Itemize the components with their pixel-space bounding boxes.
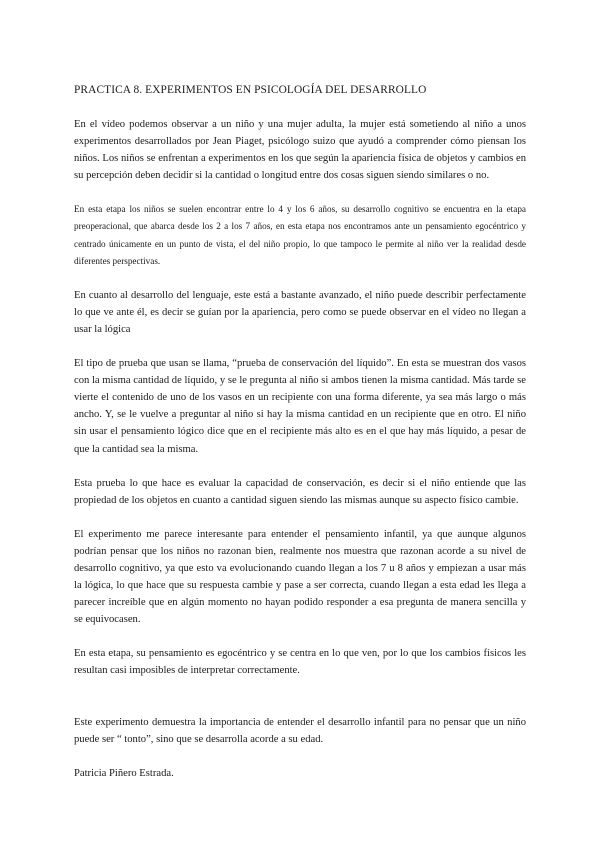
paragraph-gap — [74, 628, 526, 645]
paragraph-gap — [74, 184, 526, 201]
author-signature: Patricia Piñero Estrada. — [74, 767, 174, 779]
paragraph-gap — [74, 680, 526, 714]
paragraph-gap — [74, 509, 526, 526]
document-page — [74, 82, 526, 782]
paragraph-conclusion: Este experimento demuestra la importancia de entender el desarrollo infantil para no pensar que un niño puede ser “ tonto”, sino que se desarrolla acorde a su edad. — [74, 716, 526, 745]
paragraph-egocentric-thinking: En esta etapa, su pensamiento es egocéntrico y se centra en lo que ven, por lo que los cambios físicos les resultan casi imposibles de interpretar correctamente. — [74, 648, 526, 677]
document-title: PRACTICA 8. EXPERIMENTOS EN PSICOLOGÍA DEL DESARROLLO — [74, 84, 427, 96]
paragraph-video-description: En el vídeo podemos observar a un niño y una mujer adulta, la mujer está sometiendo al niño a unos experimentos desarrollados por Jean Piaget, psicólogo suizo que ayudó a comprender cómo piensan los niños. Los niños se enfrentan a experimentos en los que según la apariencia física de objetos y cambios en su percepción deben decidir si la cantidad o longitud entre dos cosas siguen siendo similares o no. — [74, 119, 526, 182]
paragraph-gap — [74, 270, 526, 287]
paragraph-opinion: El experimento me parece interesante para entender el pensamiento infantil, ya que aunque algunos podrían pensar que los niños no razonan bien, realmente nos muestra que razonan acorde a su nivel de desarrollo cognitivo, ya que esto va evolucionando cuando llegan a los 7 u 8 años y empiezan a usar más la lógica, lo que hace que su respuesta cambie y pase a ser correcta, cuando llegan a esta edad les llega a parecer increíble que en algún momento no hayan podido responder a esa pregunta de manera sencilla y se equivocasen. — [74, 528, 526, 626]
paragraph-gap — [74, 458, 526, 475]
paragraph-gap — [74, 748, 526, 765]
paragraph-conservation-test: El tipo de prueba que usan se llama, “prueba de conservación del líquido”. En esta se muestran dos vasos con la misma cantidad de líquido, y se le pregunta al niño si ambos tienen la misma cantidad. Más tarde se vierte el contenido de uno de los vasos en un recipiente con una forma diferente, ya sea más largo o más ancho. Y, se le vuelve a preguntar al niño si hay la misma cantidad en un recipiente que en otro. El niño sin usar el pensamiento lógico dice que en el recipiente más alto es en el que hay más líquido, a pesar de que la cantidad sea la misma. — [74, 358, 526, 455]
paragraph-gap — [74, 338, 526, 355]
paragraph-conservation-capacity: Esta prueba lo que hace es evaluar la capacidad de conservación, es decir si el niño entiende que las propiedad de los objetos en cuanto a cantidad siguen siendo las mismas aunque su aspecto físico cambie. — [74, 477, 526, 506]
paragraph-language-development: En cuanto al desarrollo del lenguaje, este está a bastante avanzado, el niño puede describir perfectamente lo que ve ante él, es decir se guían por la apariencia, pero como se puede observar en el vídeo no llegan a usar la lógica — [74, 289, 526, 335]
paragraph-preoperational-stage: En esta etapa los niños se suelen encontrar entre lo 4 y los 6 años, su desarrollo cognitivo se encuentra en la etapa preoperacional, que abarca desde los 2 a los 7 años, en esta etapa nos encontramos ante un pensamiento egocéntrico y centrado únicamente en un punto de vista, el del niño propio, lo que tampoco le permite al niño ver la realidad desde diferentes perspectivas. — [74, 204, 526, 266]
